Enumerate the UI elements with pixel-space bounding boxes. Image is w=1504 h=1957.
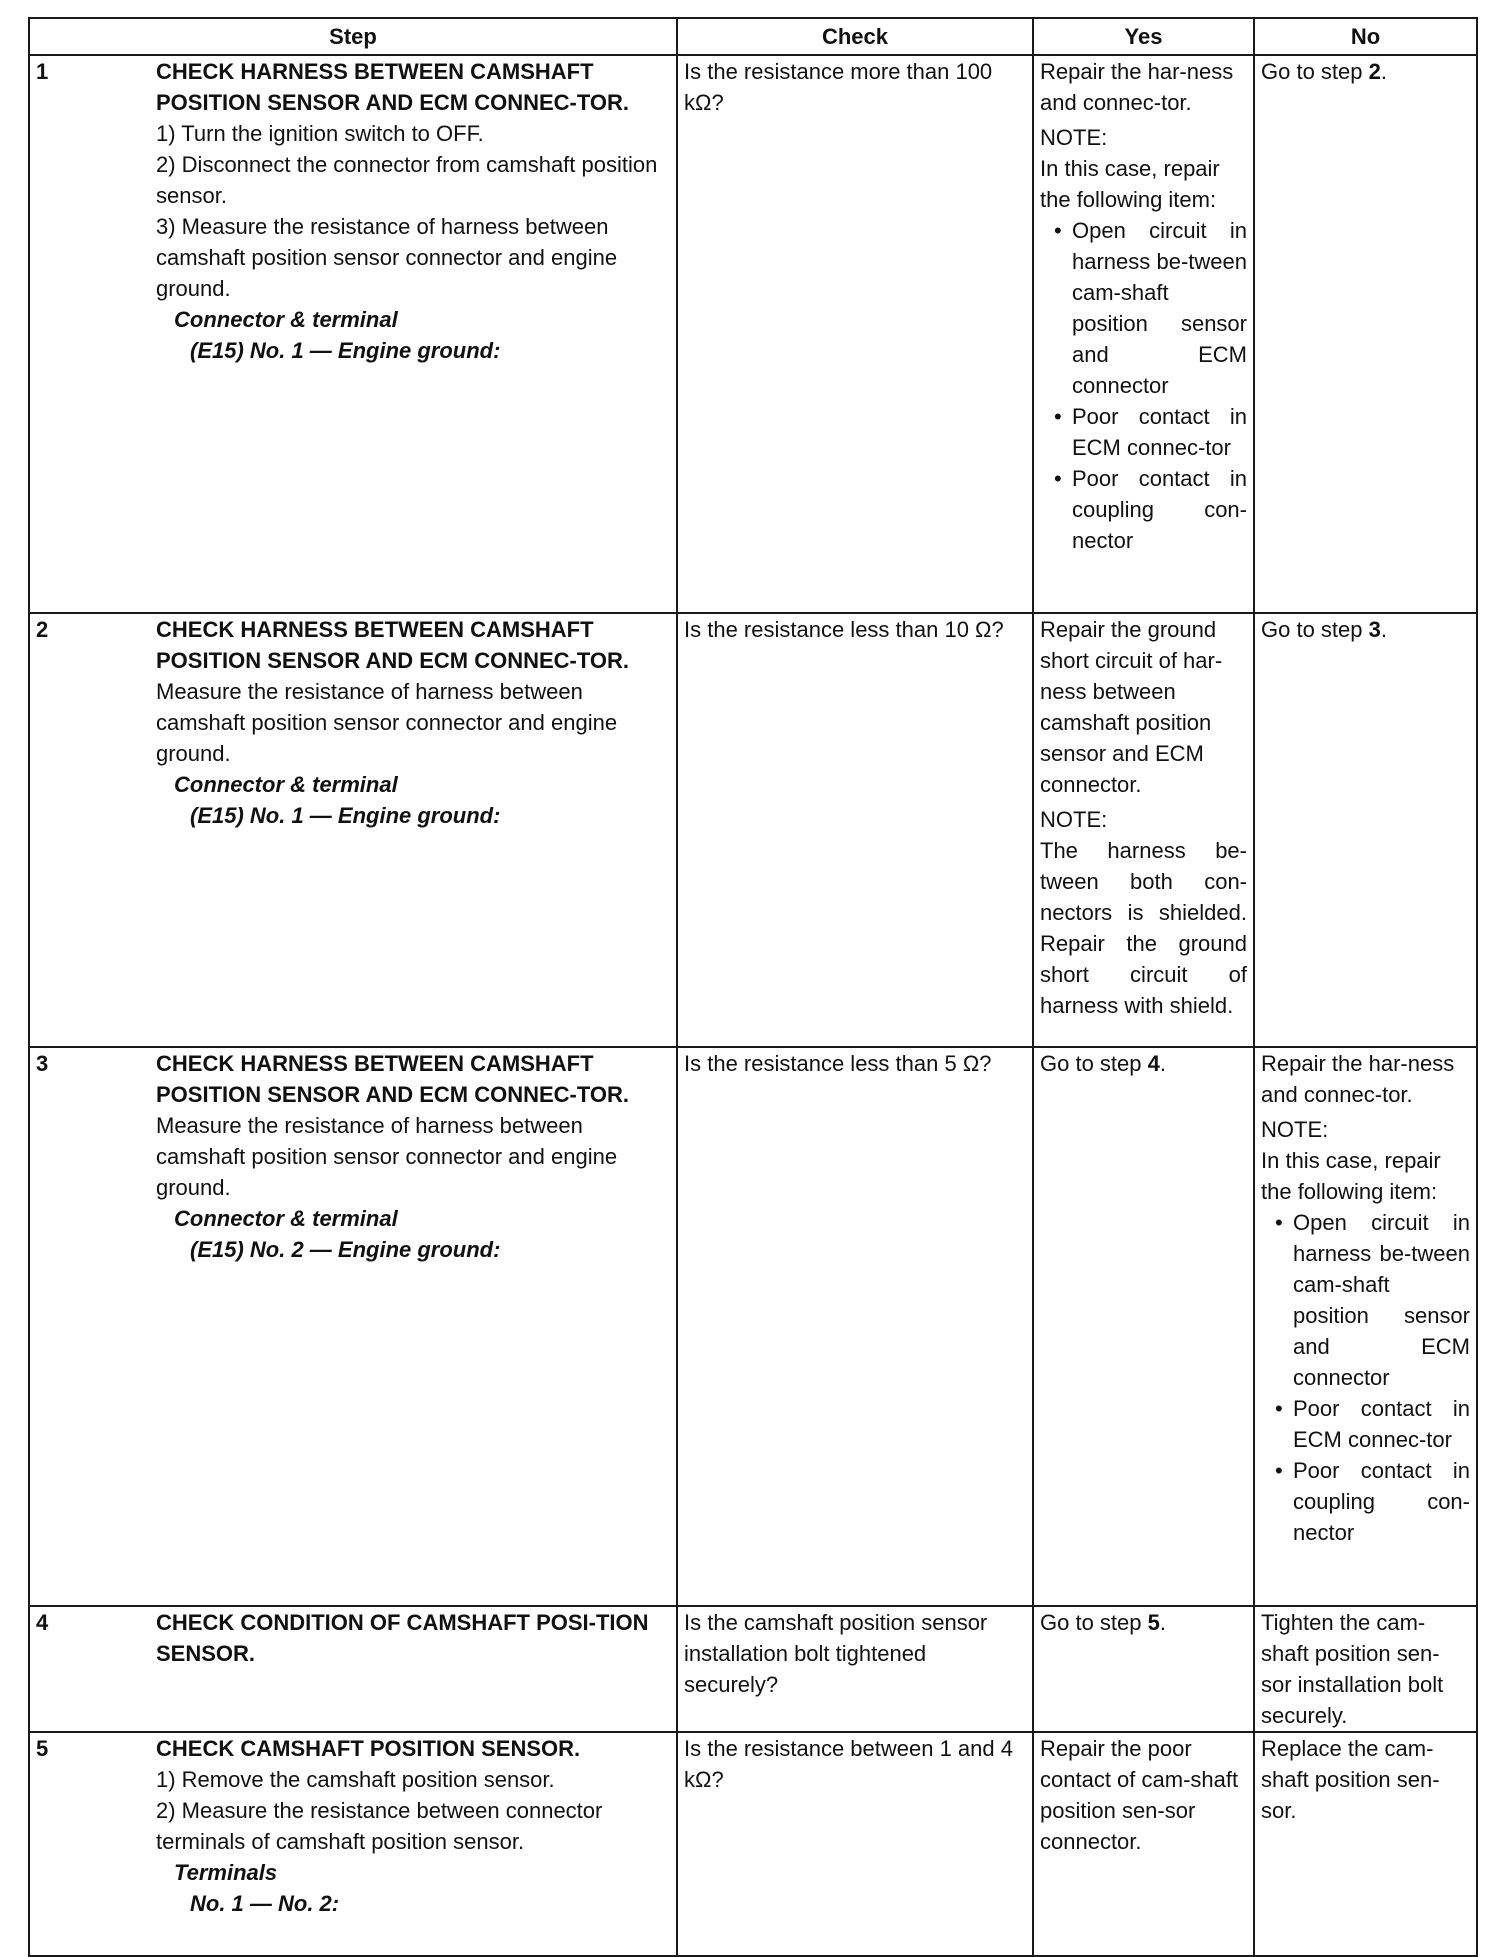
step-link: 5 <box>1147 1610 1160 1635</box>
connector-heading: Connector & terminal <box>174 307 398 332</box>
step-title: CHECK HARNESS BETWEEN CAMSHAFT POSITION SENSOR AND ECM CONNEC-TOR. <box>156 617 630 673</box>
check-cell: Is the resistance less than 5 Ω? <box>677 1047 1033 1606</box>
list-item: • Poor contact in ECM connec-tor <box>1040 401 1247 463</box>
bullet-icon: • <box>1054 218 1062 243</box>
connector-terminal: (E15) No. 1 — Engine ground: <box>190 803 501 828</box>
bullet-icon: • <box>1275 1458 1283 1483</box>
header-yes: Yes <box>1033 18 1254 55</box>
yes-action: Go to step <box>1040 1051 1148 1076</box>
no-cell: Tighten the cam-shaft position sen-sor installation bolt securely. <box>1254 1606 1477 1732</box>
list-item: • Open circuit in harness be-tween cam-shaft position sensor and ECM connector <box>1261 1207 1470 1393</box>
terminals-value: No. 1 — No. 2: <box>190 1891 340 1916</box>
step-title: CHECK HARNESS BETWEEN CAMSHAFT POSITION SENSOR AND ECM CONNEC-TOR. <box>156 1051 630 1107</box>
step-instruction: 1) Remove the camshaft position sensor. <box>156 1767 555 1792</box>
step-number: 3 <box>36 1051 49 1076</box>
header-no: No <box>1254 18 1477 55</box>
no-action: Go to step <box>1261 59 1369 84</box>
list-item: • Open circuit in harness be-tween cam-shaft position sensor and ECM connector <box>1040 215 1247 401</box>
note-label: NOTE: <box>1261 1117 1329 1142</box>
check-cell: Is the resistance more than 100 kΩ? <box>677 55 1033 613</box>
step-cell <box>29 1606 677 1732</box>
step-instruction: 2) Measure the resistance between connector terminals of camshaft position sensor. <box>156 1798 603 1854</box>
table-row <box>29 1606 1477 1732</box>
step-title: CHECK CONDITION OF CAMSHAFT POSI-TION SENSOR. <box>156 1610 649 1666</box>
note-label: NOTE: <box>1040 125 1108 150</box>
yes-action: Repair the ground short circuit of har-ness between camshaft position sensor and ECM connector. <box>1040 617 1223 797</box>
step-title: CHECK HARNESS BETWEEN CAMSHAFT POSITION SENSOR AND ECM CONNEC-TOR. <box>156 59 630 115</box>
note-text: The harness be-tween both con-nectors is shielded. Repair the ground short circuit of harness with shield. <box>1040 838 1247 1018</box>
table-row <box>29 1732 1477 1956</box>
yes-action: Go to step <box>1040 1610 1148 1635</box>
step-instruction: Measure the resistance of harness between camshaft position sensor connector and engine ground. <box>156 679 618 766</box>
no-cell: Go to step 3. <box>1254 613 1477 1047</box>
note-text: In this case, repair the following item: <box>1040 156 1220 212</box>
step-cell <box>29 1047 677 1606</box>
connector-terminal: (E15) No. 2 — Engine ground: <box>190 1237 501 1262</box>
yes-cell: Go to step 5. <box>1033 1606 1254 1732</box>
no-action: Repair the har-ness and connec-tor. <box>1261 1051 1455 1107</box>
connector-terminal: (E15) No. 1 — Engine ground: <box>190 338 501 363</box>
table-row <box>29 55 1477 613</box>
item-list <box>1040 215 1247 556</box>
step-link: 4 <box>1147 1051 1160 1076</box>
no-cell: Replace the cam-shaft position sen-sor. <box>1254 1732 1477 1956</box>
diagnostic-procedure <box>28 17 1476 1957</box>
no-action: Go to step <box>1261 617 1369 642</box>
yes-action: Repair the har-ness and connec-tor. <box>1040 59 1234 115</box>
step-cell <box>29 55 677 613</box>
header-check: Check <box>677 18 1033 55</box>
list-item: • Poor contact in coupling con-nector <box>1040 463 1247 556</box>
terminals-heading: Terminals <box>174 1860 278 1885</box>
table-row <box>29 1047 1477 1606</box>
no-cell <box>1254 1047 1477 1606</box>
step-instruction: 2) Disconnect the connector from camshaft position sensor. <box>156 152 658 208</box>
table-row <box>29 613 1477 1047</box>
step-link: 2 <box>1368 59 1381 84</box>
step-title: CHECK CAMSHAFT POSITION SENSOR. <box>156 1736 581 1761</box>
note-label: NOTE: <box>1040 807 1108 832</box>
diagnostic-table <box>28 17 1478 1957</box>
check-cell: Is the resistance between 1 and 4 kΩ? <box>677 1732 1033 1956</box>
step-number: 4 <box>36 1610 49 1635</box>
header-step: Step <box>29 18 677 55</box>
no-cell: Go to step 2. <box>1254 55 1477 613</box>
bullet-icon: • <box>1275 1396 1283 1421</box>
step-cell <box>29 613 677 1047</box>
yes-cell <box>1033 613 1254 1047</box>
yes-cell: Repair the poor contact of cam-shaft position sen-sor connector. <box>1033 1732 1254 1956</box>
step-number: 1 <box>36 59 49 84</box>
step-number: 2 <box>36 617 49 642</box>
connector-heading: Connector & terminal <box>174 1206 398 1231</box>
bullet-icon: • <box>1275 1210 1283 1235</box>
bullet-icon: • <box>1054 404 1062 429</box>
check-cell: Is the resistance less than 10 Ω? <box>677 613 1033 1047</box>
step-instruction: 3) Measure the resistance of harness between camshaft position sensor connector and engine ground. <box>156 214 618 301</box>
list-item: • Poor contact in coupling con-nector <box>1261 1455 1470 1548</box>
step-instruction: 1) Turn the ignition switch to OFF. <box>156 121 484 146</box>
step-cell <box>29 1732 677 1956</box>
note-text: In this case, repair the following item: <box>1261 1148 1441 1204</box>
yes-cell: Go to step 4. <box>1033 1047 1254 1606</box>
bullet-icon: • <box>1054 466 1062 491</box>
list-item: • Poor contact in ECM connec-tor <box>1261 1393 1470 1455</box>
check-cell: Is the camshaft position sensor installation bolt tightened securely? <box>677 1606 1033 1732</box>
step-number: 5 <box>36 1736 49 1761</box>
connector-heading: Connector & terminal <box>174 772 398 797</box>
step-link: 3 <box>1368 617 1381 642</box>
step-instruction: Measure the resistance of harness between camshaft position sensor connector and engine ground. <box>156 1113 618 1200</box>
table-header-row <box>29 18 1477 55</box>
yes-cell <box>1033 55 1254 613</box>
item-list <box>1261 1207 1470 1548</box>
